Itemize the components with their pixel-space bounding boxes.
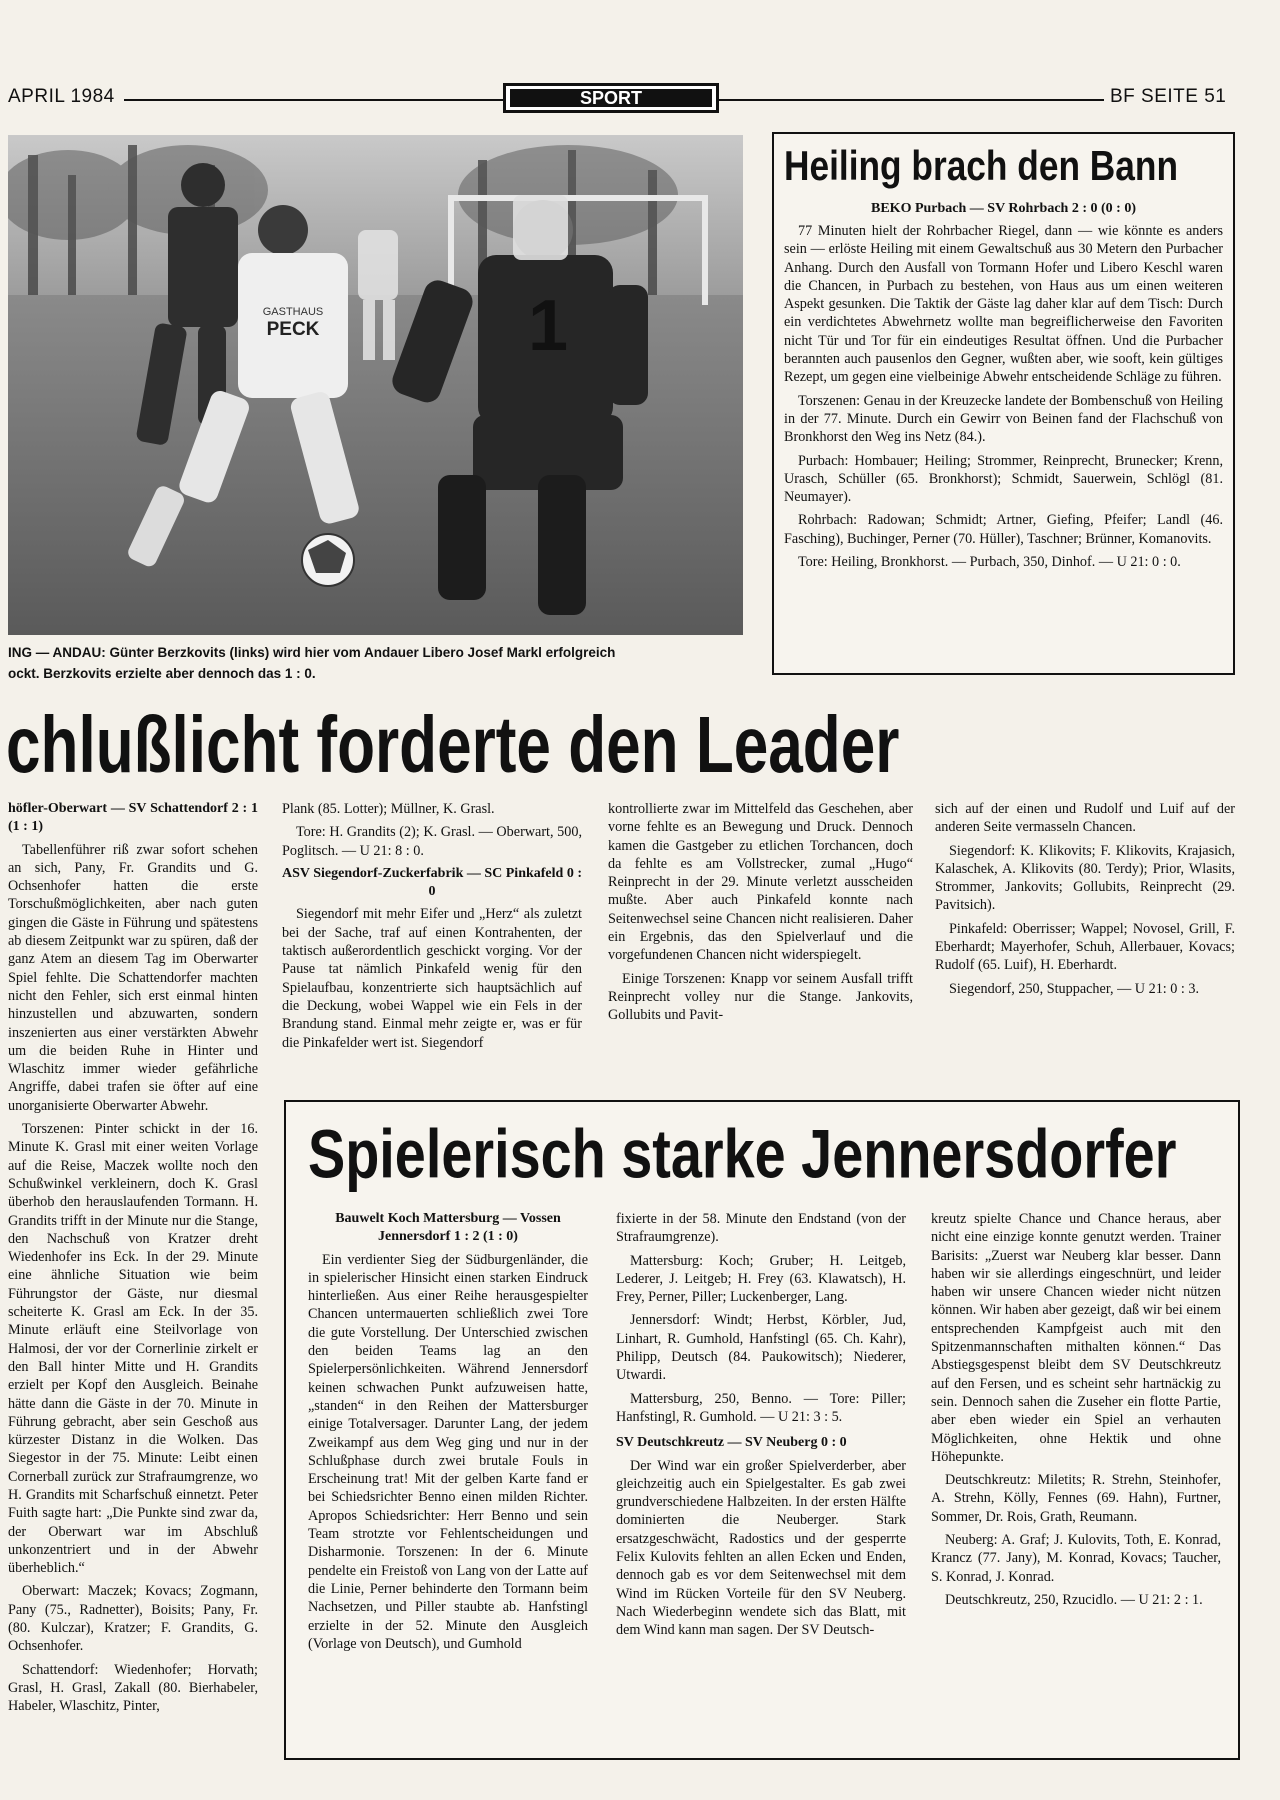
- article-jennersdorf-col2-text: fixierte in der 58. Minute den Endstand (von der Strafraumgrenze).: [616, 1211, 906, 1246]
- article-leader-column-1: [8, 800, 258, 1721]
- article-jennersdorf-col3-deutschkreutz: Deutschkreutz: Miletits; R. Strehn, Steinhofer, A. Strehn, Kölly, Fennes (69. Hahn), Furtner, Sommer, Dr. Rois, Grath, Reumann.: [931, 1472, 1221, 1525]
- article-jennersdorf-col2-result: Mattersburg, 250, Benno. — Tore: Piller; Hanfstingl, R. Gumhold. — U 21: 3 : 5.: [616, 1390, 906, 1425]
- article-jennersdorf-column-1: [308, 1210, 588, 1658]
- article-jennersdorf-headline: Spielerisch starke Jennersdorfer: [308, 1115, 1177, 1193]
- article-heiling-match: BEKO Purbach — SV Rohrbach 2 : 0 (0 : 0): [871, 201, 1136, 216]
- article-leader-col2-plank: Plank (85. Lotter); Müllner, K. Grasl.: [282, 801, 495, 817]
- header-date: APRIL 1984: [8, 86, 115, 107]
- caption-line-2: ockt. Berzkovits erzielte aber dennoch das 1 : 0.: [8, 666, 316, 681]
- article-heiling-lineup-rohrbach: Rohrbach: Radowan; Schmidt; Artner, Giefing, Pfeifer; Landl (46. Fasching), Buchinger, Perner (70. Hüller), Taschner; Brünner, Komanovits.: [784, 512, 1223, 547]
- article-leader-column-3: [608, 800, 913, 1030]
- article-leader-col4-siegendorf: Siegendorf: K. Klikovits; F. Klikovits, Krajasich, Kalaschek, A. Klikovits (80. Terdy); Prior, Wlasits, Strommer, Jankovits; Gollubits, Reinprecht (29. Pavitsich).: [935, 842, 1235, 914]
- article-heiling-paragraph-2: Torszenen: Genau in der Kreuzecke landete der Bombenschuß von Heiling in der 77. Minute. Durch ein Gewirr von Beinen fand der Flachschuß von Bronkhorst den Weg ins Netz (84.).: [784, 392, 1223, 446]
- article-leader-col3-torszenen: Einige Torszenen: Knapp vor seinem Ausfall trifft Reinprecht volley nur die Stange. Jankovits, Gollubits und Pavit-: [608, 970, 913, 1024]
- article-jennersdorf-match-1: Bauwelt Koch Mattersburg — Vossen Jennersdorf 1 : 2 (1 : 0): [335, 1211, 561, 1245]
- section-label: SPORT: [510, 89, 712, 107]
- article-heiling-paragraph-1: 77 Minuten hielt der Rohrbacher Riegel, dann — wie könnte es anders sein — erlöste Heiling mit einem Gewaltschuß aus 30 Metern den Purbacher Anhang. Durch den Ausfall von Tormann Hofer und Libero Keschl waren die Chancen, in Purbach zu bestehen, von Haus aus um einen weiteren Aspekt gesunken. Die Taktik der Gäste lag daher klar auf dem Tisch: Durch ein verdichtetes Abwehrnetz wollte man begreiflicherweise den Favoriten nicht Tür und Tor für ein eindeutiges Resultat öffnen. Und die Purbacher berannten auch pausenlos den Gegner, wußten aber, wie sooft, kein gültiges Rezept, um gegen eine vielbeinige Abwehr entscheidende Schläge zu führen.: [784, 223, 1223, 386]
- header-rule-left: [124, 99, 504, 101]
- article-jennersdorf-col3-neuberg: Neuberg: A. Graf; J. Kulovits, Toth, E. Konrad, Krancz (77. Jany), M. Konrad, Kovacs; Taucher, S. Konrad, J. Konrad.: [931, 1532, 1221, 1585]
- article-leader-col4-pinkafeld: Pinkafeld: Oberrisser; Wappel; Novosel, Grill, F. Eberhardt; Mayerhofer, Schuh, Allerbauer, Kovacs; Rudolf (65. Luif), H. Eberhardt.: [935, 920, 1235, 974]
- article-jennersdorf-col1-text: Ein verdienter Sieg der Südburgenländer, die in spielerischer Hinsicht einen starken Eindruck hinterließen. Aus einer Reihe herausgespielter Chancen untermauerten schließlich zwei Tore die gute Vorstellung. Der Unterschied zwischen den beiden Teams lag an den Spielerpersönlichkeiten. Während Jennersdorf keinen schwachen Punkt aufzuweisen hatte, „standen“ in den Reihen der Mattersburger einige Totalversager. Darunter Lang, der jedem Zweikampf aus dem Weg ging und nur in der Schlußphase durch zwei brutale Fouls in Erscheinung trat! Mit der gelben Karte fand er bei Schiedsrichter Benno einen milden Richter. Apropos Schiedsrichter: Herr Benno und sein Team strotzte vor Fehlentscheidungen und Disharmonie. Torszenen: In der 6. Minute pendelte ein Freistoß von Lang von der Latte auf die Linie, Perner behinderte den Tormann beim Nachsetzen, und Piller staubte ab. Hanfstingl erzielte in der 52. Minute den Ausgleich (Vorlage von Deutsch), und Gumhold: [308, 1251, 588, 1652]
- article-jennersdorf-col2-wind: Der Wind war ein großer Spielverderber, aber gleichzeitig auch ein Spielgestalter. Es gab zwei grundverschiedene Halbzeiten. In der ersten Hälfte dominierten die Neuberger. Stark ersatzgeschwächt, Radostics und der gesperrte Felix Kulovits fehlten an allen Ecken und Enden, dennoch gab es vor dem Seitenwechsel mit dem Wind im Rücken Vorteile für den SV Neuberg. Nach Wiederbeginn wendete sich das Blatt, mit dem Wind kann man sagen. Der SV Deutsch-: [616, 1457, 906, 1639]
- article-leader-col1-text: Tabellenführer riß zwar sofort schehen an sich, Pany, Fr. Grandits und G. Ochsenhofer hatten die erste Torschußmöglichkeiten, aber nach guten gingen die Gäste in Führung und spätestens ab diesem Zeitpunkt war zu spüren, daß der ganz Atem an diesem Tag im Oberwarter Spiel fehlte. Die Schattendorfer machten nicht den Fehler, sich erst einmal hinten hinzustellen und abzuwarten, sondern inszenierten aus einer verstärkten Abwehr um die beiden Ruhe in Hinter und Wlaschitz immer wieder gefährliche Angriffe, dabei trafen sie öfter auf eine unorganisierte Oberwarter Abwehr.: [8, 841, 258, 1114]
- photo-caption: [8, 642, 748, 684]
- article-jennersdorf-col3-result: Deutschkreutz, 250, Rzucidlo. — U 21: 2 : 1.: [945, 1591, 1203, 1608]
- article-leader-col2-intro: Siegendorf mit mehr Eifer und „Herz“ als zuletzt bei der Sache, traf auf einen Kontrahenten, der taktisch außerordentlich geschickt vorging. Vor der Pause tat nämlich Pinkafeld wenig für den Spielaufbau, konzentrierte sich hauptsächlich auf die Deckung, wobei Wappel wie ein Fels in der Brandung stand. Einmal mehr zeigte er, was er für die Pinkafelder wert ist. Siegendorf: [282, 906, 582, 1051]
- article-leader-col2-tore: Tore: H. Grandits (2); K. Grasl. — Oberwart, 500, Poglitsch. — U 21: 8 : 0.: [282, 824, 582, 859]
- photo-illustration: [8, 135, 743, 635]
- article-jennersdorf-column-2: [616, 1210, 906, 1645]
- article-heiling-box: [772, 132, 1235, 675]
- article-leader-match-2: ASV Siegendorf-Zuckerfabrik — SC Pinkafeld 0 : 0: [282, 865, 582, 900]
- article-leader-col1-torszenen: Torszenen: Pinter schickt in der 16. Minute K. Grasl mit einer weiten Vorlage auf die Reise, Maczek wollte noch den Schußwinkel verkleinern, doch K. Grasl überhob den herauslaufenden Tormann. H. Grandits trifft in der Minute nur die Stange, den Nachschuß von Kratzer dreht Wiedenhofer ins Eck. In der 29. Minute eine ähnliche Situation wie beim Führungstor der Gäste, nur diesmal scheiterte K. Grasl am Eck. In der 35. Minute erläuft eine Steilvorlage von Halmosi, der vor der Cornerlinie zirkelt er den Ball hinter Mitte und H. Grandits erzielt per Kopf den Ausgleich. Beinahe hätte dann die Gäste in der 70. Minute in Führung gebracht, aber sein Geschoß aus kürzester Distanz in die Wolken. Das Siegestor in der 75. Minute: Leibt einen Cornerball zurück zur Strafraumgrenze, wo H. Grandits mit Scharfschuß einnetzt. Peter Fuith sagte hart: „Die Punkte sind zwar da, der Oberwart war im Abschluß unkonzentriert und in der Abwehr überheblich.“: [8, 1121, 258, 1577]
- article-jennersdorf-col2-mattersburg: Mattersburg: Koch; Gruber; H. Leitgeb, Lederer, J. Leitgeb; H. Frey (63. Klawatsch), H. Frey, Perner, Piller; Luckenberger, Lang.: [616, 1252, 906, 1306]
- article-jennersdorf-col3-text: kreutz spielte Chance und Chance heraus, aber nicht eine einzige konnte genutzt werden. Trainer Barisits: „Zuerst war Neuberg klar besser. Dann haben wir sie allerdings eingeschnürt, und leider haben wir unsere Chancen wieder nicht nützen können. Wir haben aber gezeigt, daß wir bei einem entsprechenden Kampfgeist auch mit den Spitzenmannschaften mithalten können.“ Das Abstiegsgespenst bleibt dem SV Deutschkreutz auf den Fersen, und es scheint sehr hartnäckig zu sein. Dennoch sahen die Zuseher ein flotte Partie, aber eben wieder ein Spiel an verhauten Möglichkeiten, ohne Hektik und ohne Höhepunkte.: [931, 1211, 1221, 1465]
- header-rule-right: [719, 99, 1104, 101]
- match-photo: [8, 135, 743, 635]
- article-heiling-goals: Tore: Heiling, Bronkhorst. — Purbach, 350, Dinhof. — U 21: 0 : 0.: [798, 554, 1181, 571]
- article-leader-col1-schattendorf: Schattendorf: Wiedenhofer; Horvath; Grasl, H. Grasl, Zakall (80. Bierhabeler, Habeler, Wlaschitz, Pinter,: [8, 1661, 258, 1715]
- shirt-sponsor: GASTHAUS: [262, 306, 324, 318]
- article-jennersdorf-col2-jennersdorf: Jennersdorf: Windt; Herbst, Körbler, Jud, Linhart, R. Gumhold, Hanfstingl (65. Ch. Kahr), Philipp, Deutsch (84. Paukowitsch); Niederer, Utwardi.: [616, 1312, 906, 1384]
- article-leader-col4-result: Siegendorf, 250, Stuppacher, — U 21: 0 : 3.: [949, 980, 1200, 997]
- article-heiling-body: [784, 222, 1223, 576]
- article-leader-col4-text: sich auf der einen und Rudolf und Luif auf der anderen Seite vermasseln Chancen.: [935, 801, 1235, 836]
- article-heiling-lineup-purbach: Purbach: Hombauer; Heiling; Strommer, Reinprecht, Brunecker; Krenn, Urasch, Schüller (65. Bronkhorst); Schmidt, Sauerwein, Schlögl (81. Neumayer).: [784, 452, 1223, 506]
- article-leader-match-1: höfler-Oberwart — SV Schattendorf 2 : 1 (1 : 1): [8, 801, 258, 835]
- article-jennersdorf-match-2: SV Deutschkreutz — SV Neuberg 0 : 0: [616, 1435, 847, 1451]
- svg-text:PECK: PECK: [266, 319, 320, 340]
- section-badge: [503, 83, 719, 113]
- article-leader-column-2: [282, 800, 582, 1057]
- article-leader-column-4: [935, 800, 1235, 1003]
- article-leader-col1-oberwart: Oberwart: Maczek; Kovacs; Zogmann, Pany (75., Radnetter), Boisits; Pany, Fr. (80. Kulczar), Kratzer; F. Grandits, G. Ochsenhofer.: [8, 1583, 258, 1655]
- article-jennersdorf-box: [284, 1100, 1240, 1760]
- article-leader-col3-text: kontrollierte zwar im Mittelfeld das Geschehen, aber vorne fehlte es an Bewegung und Druck. Dennoch kamen die Gastgeber zu etlichen Torchancen, doch da fehlte es am Vollstrecker, zumal „Hugo“ Reinprecht in der 29. Minute verletzt ausscheiden mußte. Aber auch Pinkafeld konnte nach Seitenwechsel seine Chancen nicht realisieren. Daher ein Ergebnis, das den Spielverlauf und die vorgefundenen Chancen nicht widerspiegelt.: [608, 801, 913, 964]
- article-leader-headline: chlußlicht forderte den Leader: [6, 699, 900, 790]
- caption-line-1: ING — ANDAU: Günter Berzkovits (links) wird hier vom Andauer Libero Josef Markl erfolgreich: [8, 645, 616, 660]
- article-heiling-headline: Heiling brach den Bann: [784, 142, 1179, 190]
- header-page-number: BF SEITE 51: [1110, 86, 1227, 107]
- article-jennersdorf-column-3: [931, 1210, 1221, 1614]
- jersey-number: 1: [527, 286, 569, 366]
